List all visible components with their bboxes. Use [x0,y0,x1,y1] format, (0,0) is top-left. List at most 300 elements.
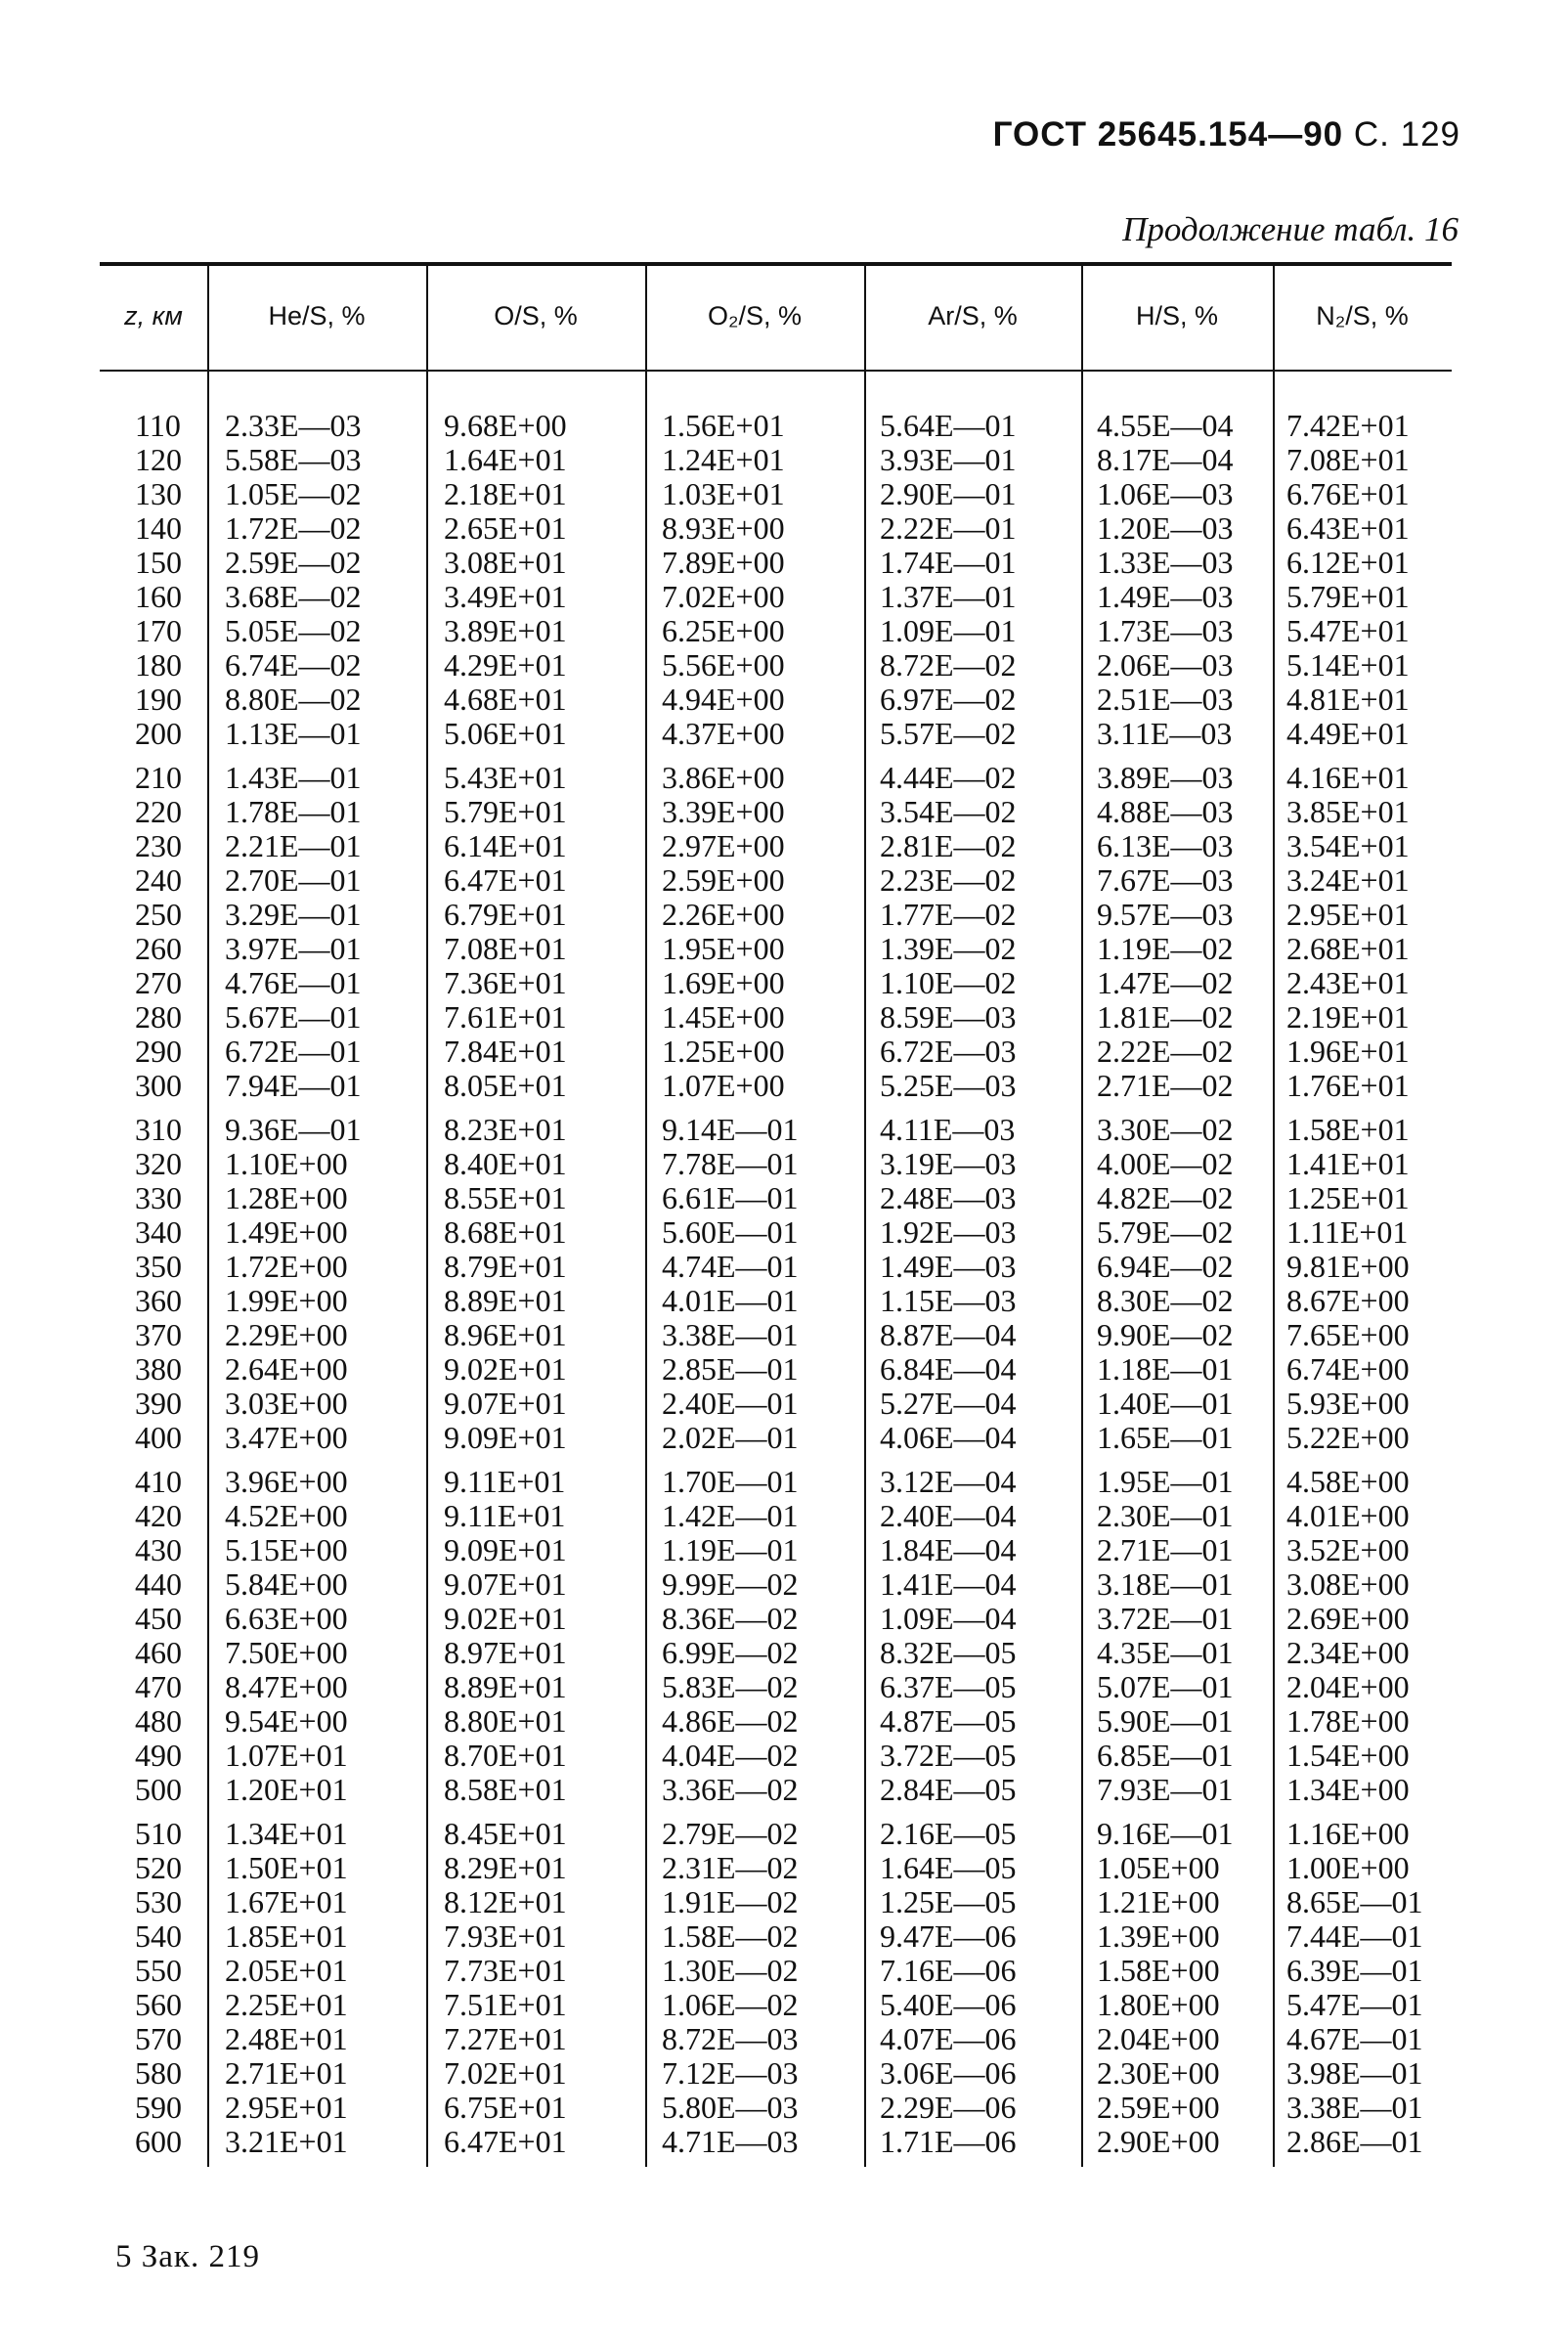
table-cell [100,1636,194,1670]
table-cell: 2.04E+00 [1286,1669,1410,1704]
altitude-value: 250 [135,897,182,932]
table-cell: 8.72E—03 [662,2021,799,2056]
table-cell: 1.64E—05 [880,1850,1017,1885]
table-cell: 1.25E+01 [1286,1180,1410,1215]
table-cell: 8.23E+01 [444,1112,567,1147]
table-cell: 1.25E+00 [662,1034,785,1069]
table-cell: 8.30E—02 [1097,1283,1234,1318]
table-row [100,1704,1452,1739]
table-cell: 7.42E+01 [1286,408,1410,443]
table-cell: 1.24E+01 [662,442,785,477]
table-cell: 8.59E—03 [880,999,1017,1035]
table-cell: 2.19E+01 [1286,999,1410,1035]
table-cell: 2.71E—01 [1097,1532,1234,1567]
table-cell [100,1773,194,1807]
table-cell: 8.36E—02 [662,1601,799,1636]
table-cell [100,1567,194,1602]
row-group [100,1817,1452,2159]
table-row [100,1919,1452,1954]
table-row [100,1773,1452,1807]
table-cell: 6.14E+01 [444,828,567,863]
table-cell: 2.48E—03 [880,1180,1017,1215]
table-cell: 5.79E+01 [444,794,567,829]
table-cell: 5.07E—01 [1097,1669,1234,1704]
table-cell: 1.41E—04 [880,1566,1017,1602]
page-number: С. 129 [1353,115,1460,154]
table-cell: 9.11E+01 [444,1464,566,1499]
altitude-value: 480 [135,1703,182,1739]
table-cell: 3.52E+00 [1286,1532,1410,1567]
altitude-value: 170 [135,613,182,648]
table-cell: 1.73E—03 [1097,613,1234,648]
altitude-value: 130 [135,476,182,511]
table-cell: 9.57E—03 [1097,897,1234,932]
table-cell [100,1215,194,1250]
table-cell: 2.21E—01 [225,828,362,863]
table-cell: 2.95E+01 [1286,897,1410,932]
table-cell: 7.12E—03 [662,2055,799,2091]
table-cell: 1.07E+01 [225,1738,348,1773]
table-cell: 1.50E+01 [225,1850,348,1885]
table-cell: 2.23E—02 [880,862,1017,898]
table-cell: 8.29E+01 [444,1850,567,1885]
table-cell: 3.11E—03 [1097,716,1233,751]
table-cell: 8.17E—04 [1097,442,1234,477]
table-cell: 3.38E—01 [1286,2090,1423,2125]
table-cell [100,795,194,829]
table-cell: 8.80E+01 [444,1703,567,1739]
table-cell: 2.69E+00 [1286,1601,1410,1636]
altitude-value: 450 [135,1601,182,1636]
table-row [100,1499,1452,1533]
table-cell: 1.00E+00 [1286,1850,1410,1885]
altitude-value: 190 [135,682,182,717]
table-row [100,1817,1452,1851]
table-row [100,1318,1452,1352]
table-cell: 8.12E+01 [444,1884,567,1919]
table-cell [100,1147,194,1181]
table-cell: 7.89E+00 [662,545,785,580]
table-cell: 9.54E+00 [225,1703,348,1739]
table-cell [100,546,194,580]
table-cell: 7.67E—03 [1097,862,1234,898]
table-cell: 1.70E—01 [662,1464,799,1499]
table-row [100,1421,1452,1455]
table-cell: 6.97E—02 [880,682,1017,717]
altitude-value: 560 [135,1987,182,2022]
table-cell: 1.72E—02 [225,510,362,546]
altitude-value: 210 [135,760,182,795]
table-row [100,1670,1452,1704]
table-cell [100,1885,194,1919]
table-cell: 4.55E—04 [1097,408,1234,443]
table-cell: 3.30E—02 [1097,1112,1234,1147]
table-row [100,2091,1452,2125]
table-cell: 8.67E+00 [1286,1283,1410,1318]
altitude-value: 600 [135,2124,182,2159]
table-row [100,1465,1452,1499]
table-cell: 1.05E+00 [1097,1850,1220,1885]
table-cell [100,1602,194,1636]
table-cell: 2.22E—02 [1097,1034,1234,1069]
table-cell: 7.61E+01 [444,999,567,1035]
table-cell: 6.74E—02 [225,647,362,683]
table-row [100,1387,1452,1421]
table-cell: 2.90E+00 [1097,2124,1220,2159]
table-cell: 1.33E—03 [1097,545,1234,580]
table-cell: 4.94E+00 [662,682,785,717]
table-cell [100,1035,194,1069]
table-row [100,1567,1452,1602]
table-cell: 2.95E+01 [225,2090,348,2125]
table-cell: 4.74E—01 [662,1249,799,1284]
table-cell [100,1533,194,1567]
table-cell: 2.05E+01 [225,1953,348,1988]
table-cell: 1.91E—02 [662,1884,799,1919]
table-cell: 6.63E+00 [225,1601,348,1636]
table-cell: 3.86E+00 [662,760,785,795]
table-cell: 1.15E—03 [880,1283,1017,1318]
table-cell: 8.65E—01 [1286,1884,1423,1919]
table-cell: 7.27E+01 [444,2021,567,2056]
table-cell: 2.02E—01 [662,1420,799,1455]
altitude-value: 330 [135,1180,182,1215]
table-cell: 4.04E—02 [662,1738,799,1773]
table-cell: 5.27E—04 [880,1386,1017,1421]
table-row [100,683,1452,717]
table-row [100,580,1452,614]
table-cell: 1.18E—01 [1097,1351,1234,1387]
table-cell: 6.94E—02 [1097,1249,1234,1284]
table-cell [100,1250,194,1284]
table-cell: 1.11E+01 [1286,1214,1409,1250]
row-group [100,409,1452,751]
table-cell: 6.99E—02 [662,1635,799,1670]
table-cell: 5.79E—02 [1097,1214,1234,1250]
table-cell: 7.02E+00 [662,579,785,614]
table-cell: 9.07E+01 [444,1566,567,1602]
table-cell: 4.68E+01 [444,682,567,717]
table-cell: 7.36E+01 [444,965,567,1000]
table-cell: 2.79E—02 [662,1816,799,1851]
table-row [100,1636,1452,1670]
table-cell [100,409,194,443]
table-cell: 4.16E+01 [1286,760,1410,795]
table-cell: 1.16E+00 [1286,1816,1410,1851]
table-cell: 3.29E—01 [225,897,362,932]
table-cell: 2.04E+00 [1097,2021,1220,2056]
altitude-value: 460 [135,1635,182,1670]
table-cell: 4.11E—03 [880,1112,1016,1147]
table-cell: 9.90E—02 [1097,1317,1234,1352]
table-cell: 1.21E+00 [1097,1884,1220,1919]
table-row [100,863,1452,898]
column-header-he: He/S, % [268,300,366,331]
altitude-value: 200 [135,716,182,751]
altitude-value: 390 [135,1386,182,1421]
altitude-value: 150 [135,545,182,580]
table-cell: 1.40E—01 [1097,1386,1234,1421]
table-cell: 7.50E+00 [225,1635,348,1670]
table-row [100,546,1452,580]
table-cell: 3.97E—01 [225,931,362,966]
table-cell: 9.02E+01 [444,1351,567,1387]
table-cell: 2.71E—02 [1097,1068,1234,1103]
altitude-value: 140 [135,510,182,546]
column-header-z: z, км [124,300,183,331]
table-cell [100,2125,194,2159]
altitude-value: 530 [135,1884,182,1919]
table-cell: 2.29E+00 [225,1317,348,1352]
table-cell: 2.48E+01 [225,2021,348,2056]
table-cell: 6.12E+01 [1286,545,1410,580]
table-cell: 8.32E—05 [880,1635,1017,1670]
row-group [100,1113,1452,1455]
table-cell: 1.49E+00 [225,1214,348,1250]
table-cell: 2.85E—01 [662,1351,799,1387]
table-cell: 1.49E—03 [880,1249,1017,1284]
table-cell: 1.42E—01 [662,1498,799,1533]
table-cell: 7.78E—01 [662,1146,799,1181]
table-cell: 2.86E—01 [1286,2124,1423,2159]
table-cell: 2.34E+00 [1286,1635,1410,1670]
table-cell: 6.39E—01 [1286,1953,1423,1988]
table-cell [100,648,194,683]
table-cell: 3.06E—06 [880,2055,1017,2091]
table-cell: 1.54E+00 [1286,1738,1410,1773]
table-cell: 1.19E—01 [662,1532,799,1567]
table-cell: 9.09E+01 [444,1532,567,1567]
table-cell: 2.71E+01 [225,2055,348,2091]
table-cell: 6.76E+01 [1286,476,1410,511]
table-cell: 1.72E+00 [225,1249,348,1284]
table-row [100,2022,1452,2056]
altitude-value: 110 [135,408,181,443]
table-cell: 5.93E+00 [1286,1386,1410,1421]
table-cell: 2.81E—02 [880,828,1017,863]
table-cell: 3.72E—05 [880,1738,1017,1773]
table-cell [100,863,194,898]
table-cell: 8.96E+01 [444,1317,567,1352]
table-cell: 8.87E—04 [880,1317,1017,1352]
table-cell: 1.20E+01 [225,1772,348,1807]
table-cell [100,1352,194,1387]
table-row [100,1533,1452,1567]
table-cell: 1.41E+01 [1286,1146,1410,1181]
table-row [100,1181,1452,1215]
table-cell: 2.25E+01 [225,1987,348,2022]
table-cell [100,1988,194,2022]
table-cell: 1.78E+00 [1286,1703,1410,1739]
altitude-value: 370 [135,1317,182,1352]
table-cell: 1.10E+00 [225,1146,348,1181]
altitude-value: 570 [135,2021,182,2056]
table-row [100,648,1452,683]
table-cell: 1.92E—03 [880,1214,1017,1250]
table-cell: 2.84E—05 [880,1772,1017,1807]
table-cell: 1.71E—06 [880,2124,1017,2159]
table-cell: 1.03E+01 [662,476,785,511]
altitude-value: 310 [135,1112,182,1147]
table-cell: 4.87E—05 [880,1703,1017,1739]
table-cell: 1.64E+01 [444,442,567,477]
table-cell: 3.03E+00 [225,1386,348,1421]
table-row [100,1352,1452,1387]
altitude-value: 470 [135,1669,182,1704]
table-row [100,1215,1452,1250]
table-cell [100,1318,194,1352]
table-cell: 2.68E+01 [1286,931,1410,966]
table-cell: 7.93E—01 [1097,1772,1234,1807]
table-cell: 2.59E+00 [1097,2090,1220,2125]
table-cell: 7.94E—01 [225,1068,362,1103]
table-cell: 5.90E—01 [1097,1703,1234,1739]
table-cell: 5.47E—01 [1286,1987,1423,2022]
table-cell: 2.43E+01 [1286,965,1410,1000]
table-cell: 3.24E+01 [1286,862,1410,898]
table-cell: 4.81E+01 [1286,682,1410,717]
table-cell: 4.00E—02 [1097,1146,1234,1181]
altitude-value: 550 [135,1953,182,1988]
altitude-value: 430 [135,1532,182,1567]
row-group [100,1465,1452,1807]
altitude-value: 540 [135,1918,182,1954]
table-cell: 5.14E+01 [1286,647,1410,683]
table-cell: 5.05E—02 [225,613,362,648]
table-cell: 5.83E—02 [662,1669,799,1704]
table-cell: 9.99E—02 [662,1566,799,1602]
table-cell: 6.47E+01 [444,862,567,898]
table-cell: 4.86E—02 [662,1703,799,1739]
column-header-o: O/S, % [494,300,578,331]
table-row [100,717,1452,751]
table-cell [100,932,194,966]
table-cell: 6.43E+01 [1286,510,1410,546]
table-row [100,409,1452,443]
table-cell [100,1113,194,1147]
table-cell: 9.07E+01 [444,1386,567,1421]
table-cell: 1.45E+00 [662,999,785,1035]
table-cell: 2.51E—03 [1097,682,1234,717]
table-cell: 8.89E+01 [444,1669,567,1704]
table-cell [100,1851,194,1885]
table-row [100,1739,1452,1773]
table-row [100,1851,1452,1885]
table-cell: 2.65E+01 [444,510,567,546]
table-cell [100,1465,194,1499]
table-cell [100,1284,194,1318]
table-cell: 3.12E—04 [880,1464,1017,1499]
table-cell: 1.95E+00 [662,931,785,966]
table-cell: 1.20E—03 [1097,510,1234,546]
table-cell: 2.16E—05 [880,1816,1017,1851]
table-cell: 5.64E—01 [880,408,1017,443]
table-cell: 6.74E+00 [1286,1351,1410,1387]
table-cell [100,898,194,932]
table-cell: 3.93E—01 [880,442,1017,477]
table-cell: 4.58E+00 [1286,1464,1410,1499]
table-cell: 9.68E+00 [444,408,567,443]
table-cell: 3.89E+01 [444,613,567,648]
document-title: ГОСТ 25645.154—90 [992,115,1344,154]
altitude-value: 490 [135,1738,182,1773]
table-cell: 6.72E—03 [880,1034,1017,1069]
table-cell [100,1919,194,1954]
table-cell: 5.22E+00 [1286,1420,1410,1455]
table-cell: 9.81E+00 [1286,1249,1410,1284]
table-cell: 5.57E—02 [880,716,1017,751]
table-cell: 8.55E+01 [444,1180,567,1215]
table-cell: 1.77E—02 [880,897,1017,932]
altitude-value: 340 [135,1214,182,1250]
table-cell: 8.93E+00 [662,510,785,546]
table-row [100,614,1452,648]
altitude-value: 360 [135,1283,182,1318]
table-cell: 3.08E+00 [1286,1566,1410,1602]
table-cell [100,966,194,1000]
table-cell: 9.47E—06 [880,1918,1017,1954]
table-cell: 3.38E—01 [662,1317,799,1352]
table-cell: 1.95E—01 [1097,1464,1234,1499]
table-cell: 1.30E—02 [662,1953,799,1988]
column-header-o2: O₂/S, % [707,300,802,331]
table-cell: 1.06E—03 [1097,476,1234,511]
table-cell: 8.58E+01 [444,1772,567,1807]
table-cell: 8.68E+01 [444,1214,567,1250]
table-cell: 7.44E—01 [1286,1918,1423,1954]
table-cell [100,2022,194,2056]
table-cell: 8.05E+01 [444,1068,567,1103]
table-cell: 9.16E—01 [1097,1816,1234,1851]
table-cell: 5.79E+01 [1286,579,1410,614]
table-cell: 2.90E—01 [880,476,1017,511]
table-caption: Продолжение табл. 16 [1122,210,1459,248]
table-cell: 1.78E—01 [225,794,362,829]
table-cell: 1.25E—05 [880,1884,1017,1919]
table-row [100,829,1452,863]
altitude-value: 260 [135,931,182,966]
table-cell: 7.73E+01 [444,1953,567,1988]
table-row [100,761,1452,795]
table-cell: 4.01E—01 [662,1283,799,1318]
table-cell: 3.54E+01 [1286,828,1410,863]
table-cell: 5.80E—03 [662,2090,799,2125]
table-row [100,1988,1452,2022]
table-cell: 2.29E—06 [880,2090,1017,2125]
table-cell: 3.36E—02 [662,1772,799,1807]
table-cell: 1.65E—01 [1097,1420,1234,1455]
table-cell: 6.47E+01 [444,2124,567,2159]
table-row [100,477,1452,511]
table-cell: 5.25E—03 [880,1068,1017,1103]
table-row [100,1602,1452,1636]
table-cell: 7.08E+01 [444,931,567,966]
table-cell: 2.40E—01 [662,1386,799,1421]
table-cell: 1.37E—01 [880,579,1017,614]
altitude-value: 350 [135,1249,182,1284]
table-cell [100,717,194,751]
altitude-value: 420 [135,1498,182,1533]
table-cell: 9.02E+01 [444,1601,567,1636]
table-cell: 3.68E—02 [225,579,362,614]
table-cell: 1.76E+01 [1286,1068,1410,1103]
altitude-value: 440 [135,1566,182,1602]
altitude-value: 590 [135,2090,182,2125]
column-header-h: H/S, % [1135,300,1219,331]
table-cell: 1.39E+00 [1097,1918,1220,1954]
table-cell: 9.36E—01 [225,1112,362,1147]
table-cell: 1.58E+00 [1097,1953,1220,1988]
